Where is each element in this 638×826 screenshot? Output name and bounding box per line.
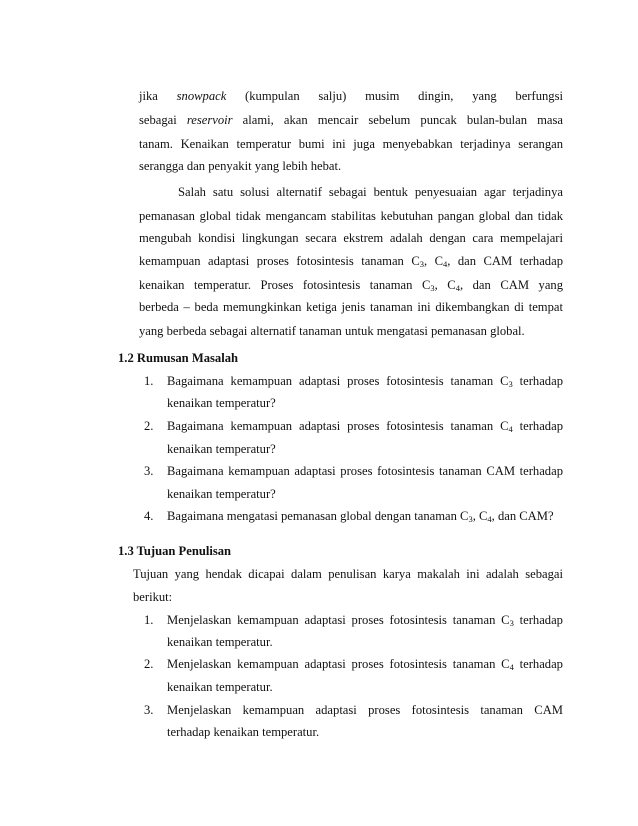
list-item-text: Menjelaskan kemampuan adaptasi proses fotosintesis tanaman $C_4$ terhadap — [167, 657, 563, 672]
list-number: 2. — [144, 657, 154, 671]
list-number: 4. — [144, 509, 154, 523]
list-item-text: kenaikan temperatur. — [167, 680, 273, 694]
list-item-text: kenaikan temperatur? — [167, 442, 276, 456]
text-line: jika snowpack (kumpulan salju) musim dingin, yang berfungsi — [139, 89, 563, 103]
text-line: berikut: — [133, 590, 173, 604]
list-item-text: Menjelaskan kemampuan adaptasi proses fotosintesis tanaman $C_3$ terhadap — [167, 613, 563, 628]
list-item-text: Bagaimana kemampuan adaptasi proses fotosintesis tanaman CAM terhadap — [167, 464, 563, 478]
list-item-text: terhadap kenaikan temperatur. — [167, 725, 320, 739]
text-line: sebagai reservoir alami, akan mencair sebelum puncak bulan-bulan masa — [139, 113, 563, 127]
list-number: 3. — [144, 464, 154, 478]
list-number: 3. — [144, 703, 154, 717]
text-line: yang berbeda sebagai alternatif tanaman untuk mengatasi pemanasan global. — [139, 324, 525, 338]
list-item-text: kenaikan temperatur? — [167, 487, 276, 501]
text-line: mengubah kondisi lingkungan secara ekstrem adalah dengan cara mempelajari — [139, 231, 563, 245]
list-item-text: Bagaimana mengatasi pemanasan global dengan tanaman $C_3$, $C_4$, dan CAM? — [167, 509, 554, 524]
list-item-text: Bagaimana kemampuan adaptasi proses fotosintesis tanaman $C_3$ terhadap — [167, 374, 563, 389]
text-line: Salah satu solusi alternatif sebagai bentuk penyesuaian agar terjadinya — [178, 185, 563, 199]
text-line: tanam. Kenaikan temperatur bumi ini juga menyebabkan terjadinya serangan — [139, 137, 563, 151]
italic-term: snowpack — [176, 89, 227, 103]
list-item-text: Bagaimana kemampuan adaptasi proses fotosintesis tanaman $C_4$ terhadap — [167, 419, 563, 434]
list-number: 2. — [144, 419, 154, 433]
text-line: kemampuan adaptasi proses fotosintesis tanaman $C_3$, $C_4$, dan CAM terhadap — [139, 254, 563, 269]
text-line: berbeda – beda memungkinkan ketiga jenis tanaman ini dikembangkan di tempat — [139, 300, 563, 314]
section-heading-rumusan: 1.2 Rumusan Masalah — [118, 351, 239, 365]
italic-term: reservoir — [186, 113, 233, 127]
section-heading-tujuan: 1.3 Tujuan Penulisan — [118, 544, 232, 558]
text-line: pemanasan global tidak mengancam stabilitas kebutuhan pangan global dan tidak — [139, 209, 563, 223]
list-item-text: kenaikan temperatur? — [167, 396, 276, 410]
list-item-text: kenaikan temperatur. — [167, 635, 273, 649]
text-line: kenaikan temperatur. Proses fotosintesis tanaman $C_3$, $C_4$, dan CAM yang — [139, 278, 564, 293]
list-number: 1. — [144, 613, 154, 627]
list-number: 1. — [144, 374, 154, 388]
text-line: Tujuan yang hendak dicapai dalam penulisan karya makalah ini adalah sebagai — [133, 567, 563, 581]
text-line: serangga dan penyakit yang lebih hebat. — [139, 159, 342, 173]
list-item-text: Menjelaskan kemampuan adaptasi proses fotosintesis tanaman CAM — [167, 703, 563, 717]
